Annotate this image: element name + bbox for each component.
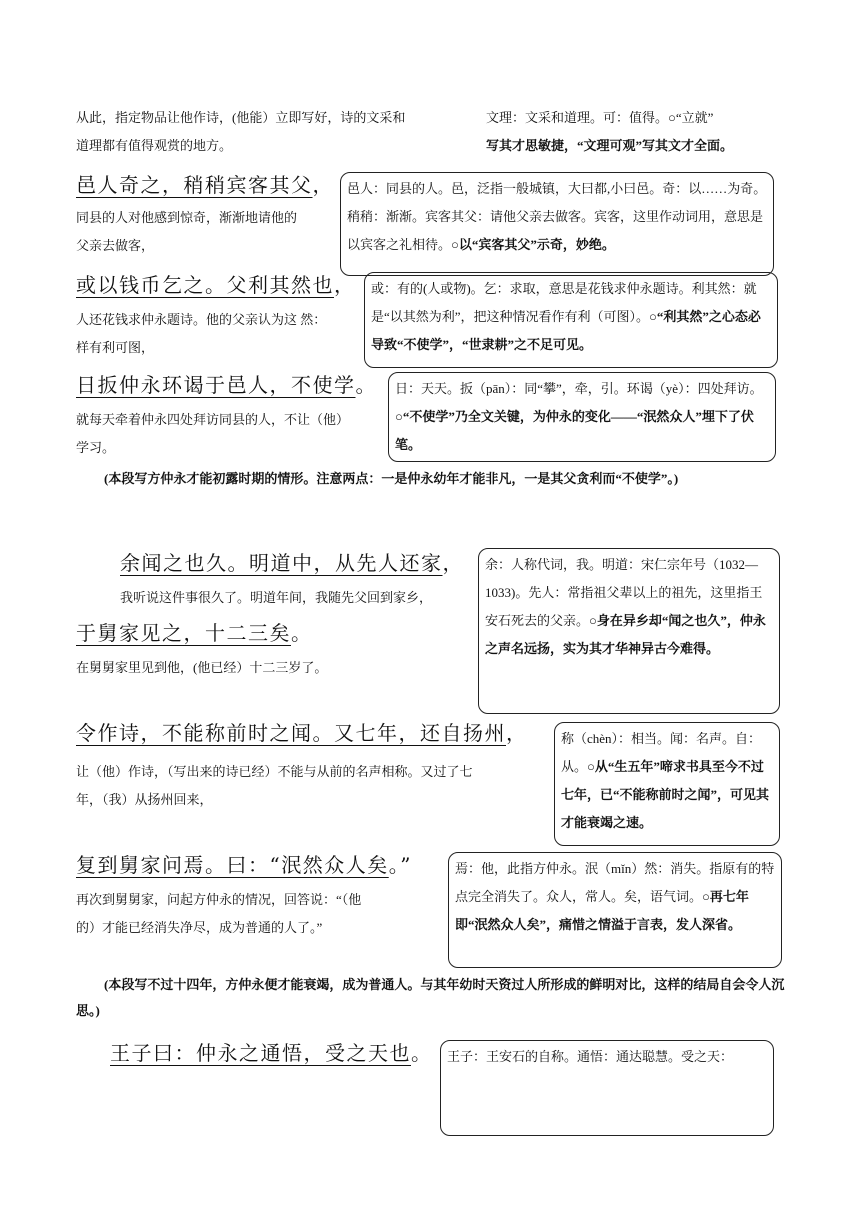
annotation-box (440, 1040, 774, 1136)
sentence-text: 复到舅家问焉。曰：“泯然众人矣 (76, 853, 389, 877)
sentence-text: 日扳仲永环谒于邑人，不使学 (76, 373, 356, 397)
translation-line: 就每天牵着仲永四处拜访同县的人，不让（他） (76, 412, 350, 427)
classical-sentence: 邑人奇之，稍稍宾客其父， (76, 173, 334, 197)
annotation-box (448, 852, 782, 968)
annotation-text: 日：天天。扳（pān）：同“攀”，牵，引。环谒（yè）：四处拜访。 (395, 381, 763, 396)
translation-line: 道理都有值得观赏的地方。 (76, 138, 233, 153)
classical-sentence: 于舅家见之，十二三矣。 (76, 621, 313, 645)
translation-line: 再次到舅舅家，问起方仲永的情况，回答说：“（他 (76, 892, 362, 907)
annotation-text: 称（chèn）：相当。闻：名声。自：从。 (561, 731, 762, 774)
sentence-text: 或以钱币乞之。父利其然也 (76, 273, 334, 297)
annotation-text: 王子：王安石的自称。通悟：通达聪慧。受之天： (447, 1049, 734, 1064)
classical-sentence: 复到舅家问焉。曰：“泯然众人矣。” (76, 853, 412, 877)
sentence-translation: 我听说这件事很久了。明道年间，我随先父回到家乡， (120, 590, 433, 605)
classical-sentence: 王子曰：仲永之通悟，受之天也。 (110, 1041, 433, 1065)
sentence-translation (76, 758, 552, 814)
annotation-comment: ○身在异乡却“闻之也久”，仲永之声名远扬，实为其才华神异古今难得。 (485, 613, 766, 656)
sentence-translation (76, 306, 366, 362)
sentence-translation: 在舅舅家里见到他，(他已经）十二三岁了。 (76, 660, 328, 675)
translation-line: 从此，指定物品让他作诗，(他能）立即写好，诗的文采和 (76, 110, 406, 125)
translation-line: 学习。 (76, 440, 116, 455)
translation-line: 让（他）作诗，（写出来的诗已经）不能与从前的名声相称。又过了七 (76, 764, 473, 779)
translation-line: 样有利可图， (76, 340, 155, 355)
sentence-text: 余闻之也久。明道中，从先人还家 (120, 551, 443, 575)
classical-sentence: 或以钱币乞之。父利其然也， (76, 273, 356, 297)
annotation-comment: “利其然”之心态必导致“不使学”，“世隶耕”之不足可见。 (371, 309, 761, 352)
sentence-text: 于舅家见之，十二三矣 (76, 621, 291, 645)
sentence-translation (76, 204, 344, 260)
annotation-comment: ○从“生五年”啼求书具至今不过七年，已“不能称前时之闻”，可见其才能衰竭之速。 (561, 759, 770, 830)
sentence-text: 令作诗，不能称前时之闻。又七年，还自扬州 (76, 721, 506, 745)
paragraph-summary: (本段写不过十四年，方仲永便才能衰竭，成为普通人。与其年幼时天资过人所形成的鲜明对比，这样的结局自会令人沉思。) (76, 977, 785, 1018)
translation-line: 年，（我）从扬州回来， (76, 792, 213, 807)
note-line: 写其才思敏捷，“文理可观”写其文才全面。 (486, 138, 734, 153)
translation-line: 父亲去做客， (76, 238, 155, 253)
annotation-text: 焉：他，此指方仲永。泯（mǐn）然：消失。指原有的特点完全消失了。众人，常人。矣，语气词。 (455, 861, 775, 904)
annotation-box (340, 172, 774, 276)
sentence-text: 王子曰：仲永之通悟，受之天也 (110, 1041, 411, 1065)
annotation-text: 余：人称代词，我。明道：宋仁宗年号（1032—1033)。先人：常指祖父辈以上的祖先，这里指王安石死去的父亲。 (485, 557, 763, 628)
annotation-comment: ○以“宾客其父”示奇，妙绝。 (451, 237, 615, 252)
annotation-box (364, 272, 778, 368)
annotation-comment: ○“不使学”乃全文关键，为仲永的变化——“泯然众人”埋下了伏笔。 (395, 409, 754, 452)
annotation-box (388, 372, 776, 462)
classical-sentence: 余闻之也久。明道中，从先人还家， (120, 551, 464, 575)
classical-sentence: 令作诗，不能称前时之闻。又七年，还自扬州， (76, 721, 528, 745)
classical-sentence: 日扳仲永环谒于邑人，不使学。 (76, 373, 377, 397)
annotation-box (478, 548, 780, 714)
top-translation (76, 104, 476, 160)
annotation-box (554, 722, 780, 846)
annotation-text: 或：有的(人或物)。乞：求取，意思是花钱求仲永题诗。利其然：就是“以其然为利”，把这种情况看作有利（可图）。○ (371, 281, 757, 324)
annotation-comment: ○再七年即“泯然众人矣”，痛惜之情溢于言表，发人深省。 (455, 889, 749, 932)
top-note (486, 104, 816, 160)
sentence-text: 邑人奇之，稍稍宾客其父 (76, 173, 313, 197)
annotation-text: 邑人：同县的人。邑，泛指一般城镇，大曰都,小曰邑。奇：以……为奇。稍稍：渐渐。宾客其父：请他父亲去做客。宾客，这里作动词用，意思是以宾客之礼相待。 (347, 181, 767, 252)
translation-line: 的）才能已经消失净尽，成为普通的人了。” (76, 920, 323, 935)
note-line: 文理：文采和道理。可：值得。○“立就” (486, 110, 714, 125)
translation-line: 人还花钱求仲永题诗。他的父亲认为这 然： (76, 312, 327, 327)
sentence-translation (76, 406, 394, 462)
sentence-translation (76, 886, 436, 942)
translation-line: 同县的人对他感到惊奇，渐渐地请他的 (76, 210, 298, 225)
paragraph-summary: (本段写方仲永才能初露时期的情形。注意两点：一是仲永幼年才能非凡，一是其父贪利而“不使学”。) (104, 471, 679, 486)
